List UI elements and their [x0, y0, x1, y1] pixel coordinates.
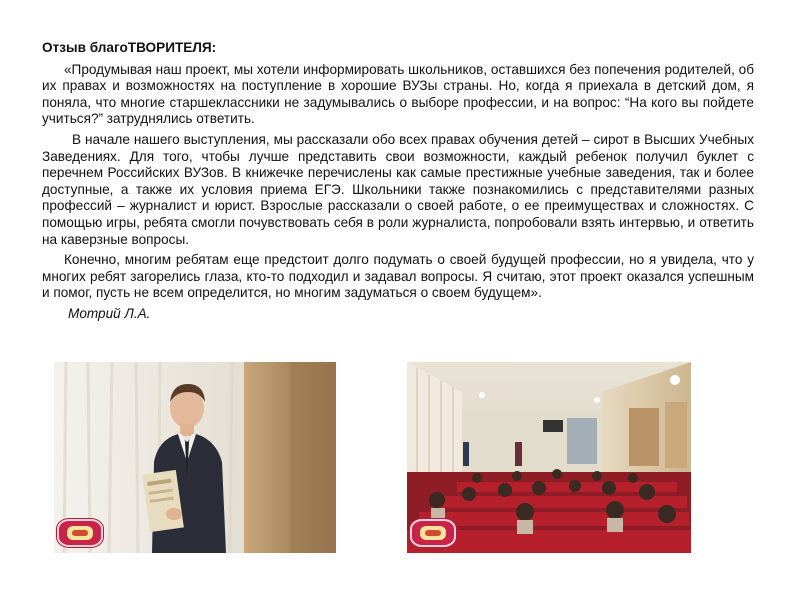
- author-signature: Мотрий Л.А.: [68, 305, 151, 321]
- logo-icon: [57, 519, 103, 547]
- photo-speaker: [54, 362, 336, 553]
- article-heading: Отзыв благоТВОРИТЕЛЯ:: [42, 40, 217, 55]
- paragraph-2: В начале нашего выступления, мы рассказали обо всех правах обучения детей – сирот в Высших Учебных Заведениях. Для того, чтобы лучше представить свои возможности, каждый ребенок получил буклет с перечнем Российских ВУЗов. В книжечке перечислены как самые престижные учебные заведения, так и более доступные, а также их условия приема ЕГЭ. Школьники также познакомились с представителями разных профессий – журналист и юрист. Взрослые рассказали о своей работе, о ее преимуществах и сложностях. С помощью игры, ребята смогли почувствовать себя в роли журналиста, попробовали взять интервью, и ответить на каверзные вопросы.: [42, 131, 754, 247]
- logo-icon: [410, 519, 456, 547]
- paragraph-1: «Продумывая наш проект, мы хотели информировать школьников, оставшихся без попечения родителей, об их правах и возможностях на поступление в хорошие ВУЗы страны. Но, когда я приехала в детский дом, я поняла, что многие старшеклассники не задумывались о выборе профессии, и на вопрос: “На кого вы пойдете учиться?” затруднялись ответить.: [42, 61, 754, 127]
- photo-auditorium: [407, 362, 691, 553]
- article-text: [42, 40, 754, 323]
- paragraph-3: Конечно, многим ребятам еще предстоит долго подумать о своей будущей профессии, но я увидела, что у многих ребят загорелись глаза, кто-то подходил и задавал вопросы. Я считаю, этот проект оказался успешным и помог, пусть не всем определится, но многим задуматься о своем будущем».: [42, 252, 754, 301]
